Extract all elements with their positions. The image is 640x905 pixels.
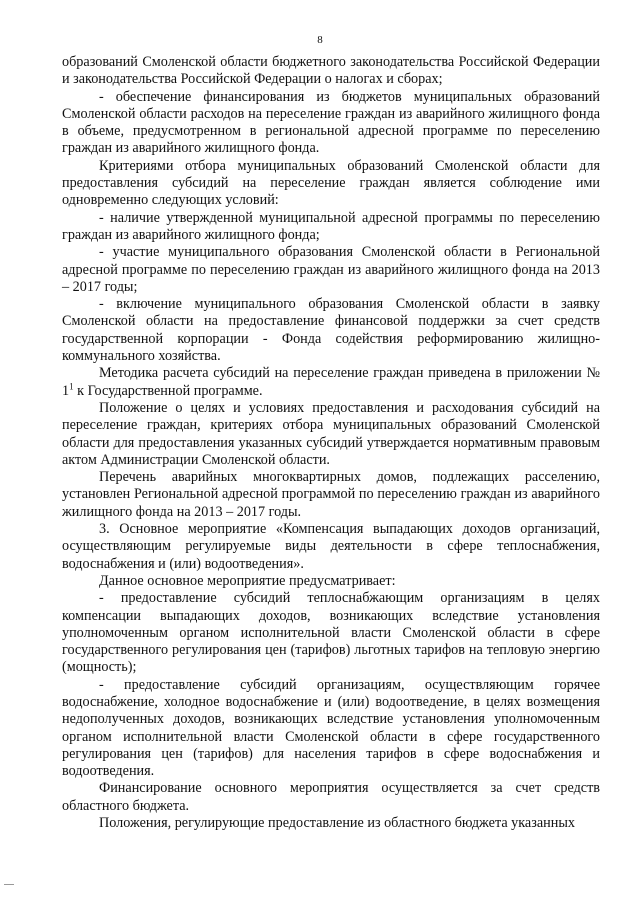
scan-edge-mark [4,884,14,885]
paragraph: образований Смоленской области бюджетного законодательства Российской Федерации и законодательства Российской Федерации о налогах и сборах; [62,54,600,88]
document-body [62,54,600,832]
paragraph-text: Методика расчета субсидий на переселение граждан приведена в приложении № 1 [62,365,600,399]
paragraph-text-tail: к Государственной программе. [73,382,263,399]
paragraph: Положения, регулирующие предоставление из областного бюджета указанных [99,815,575,832]
paragraph: - предоставление субсидий организациям, осуществляющим горячее водоснабжение, холодное водоснабжение и (или) водоотведение, в целях возмещения недополученных доходов, возникающих вследствие установления уполномоченным органом исполнительной власти Смоленской области в сфере государственного регулирования цен (тарифов) для населения тарифов в сфере водоснабжения и водоотведения. [62,676,600,780]
paragraph: - обеспечение финансирования из бюджетов муниципальных образований Смоленской области расходов на переселение граждан из аварийного жилищного фонда в объеме, предусмотренном в региональной адресной программе по переселению граждан из аварийного жилищного фонда. [62,88,600,157]
paragraph: Критериями отбора муниципальных образований Смоленской области для предоставления субсидий на переселение граждан является соблюдение ими одновременно следующих условий: [62,157,600,209]
paragraph: - включение муниципального образования Смоленской области в заявку Смоленской области на предоставление финансовой поддержки за счет средств государственной корпорации - Фонда содействия реформированию жилищно-коммунального хозяйства. [62,296,600,365]
paragraph: - участие муниципального образования Смоленской области в Региональной адресной программе по переселению граждан из аварийного жилищного фонда на 2013 – 2017 годы; [62,244,600,295]
paragraph: Положение о целях и условиях предоставления и расходования субсидий на переселение граждан, критериях отбора муниципальных образований Смоленской области для предоставления указанных субсидий утверждается нормативным правовым актом Администрации Смоленской области. [62,399,600,468]
paragraph: Перечень аварийных многоквартирных домов, подлежащих расселению, установлен Региональной адресной программой по переселению граждан из аварийного жилищного фонда на 2013 – 2017 годы. [62,469,600,520]
paragraph: - наличие утвержденной муниципальной адресной программы по переселению граждан из аварийного жилищного фонда; [62,209,600,243]
paragraph: Финансирование основного мероприятия осуществляется за счет средств областного бюджета. [62,780,600,814]
footnote-superscript: 1 [69,380,74,391]
paragraph: 3. Основное мероприятие «Компенсация выпадающих доходов организаций, осуществляющим регулируемые виды деятельности в сфере теплоснабжения, водоснабжения и (или) водоотведения». [62,521,600,572]
paragraph: Данное основное мероприятие предусматривает: [99,572,396,589]
paragraph: - предоставление субсидий теплоснабжающим организациям в целях компенсации выпадающих доходов, возникающих вследствие установления уполномоченным органом исполнительной власти Смоленской области в сфере государственного регулирования цен (тарифов) льготных тарифов на тепловую энергию (мощность); [62,590,600,676]
paragraph-appendix-ref [62,365,600,400]
page-number: 8 [317,34,323,46]
